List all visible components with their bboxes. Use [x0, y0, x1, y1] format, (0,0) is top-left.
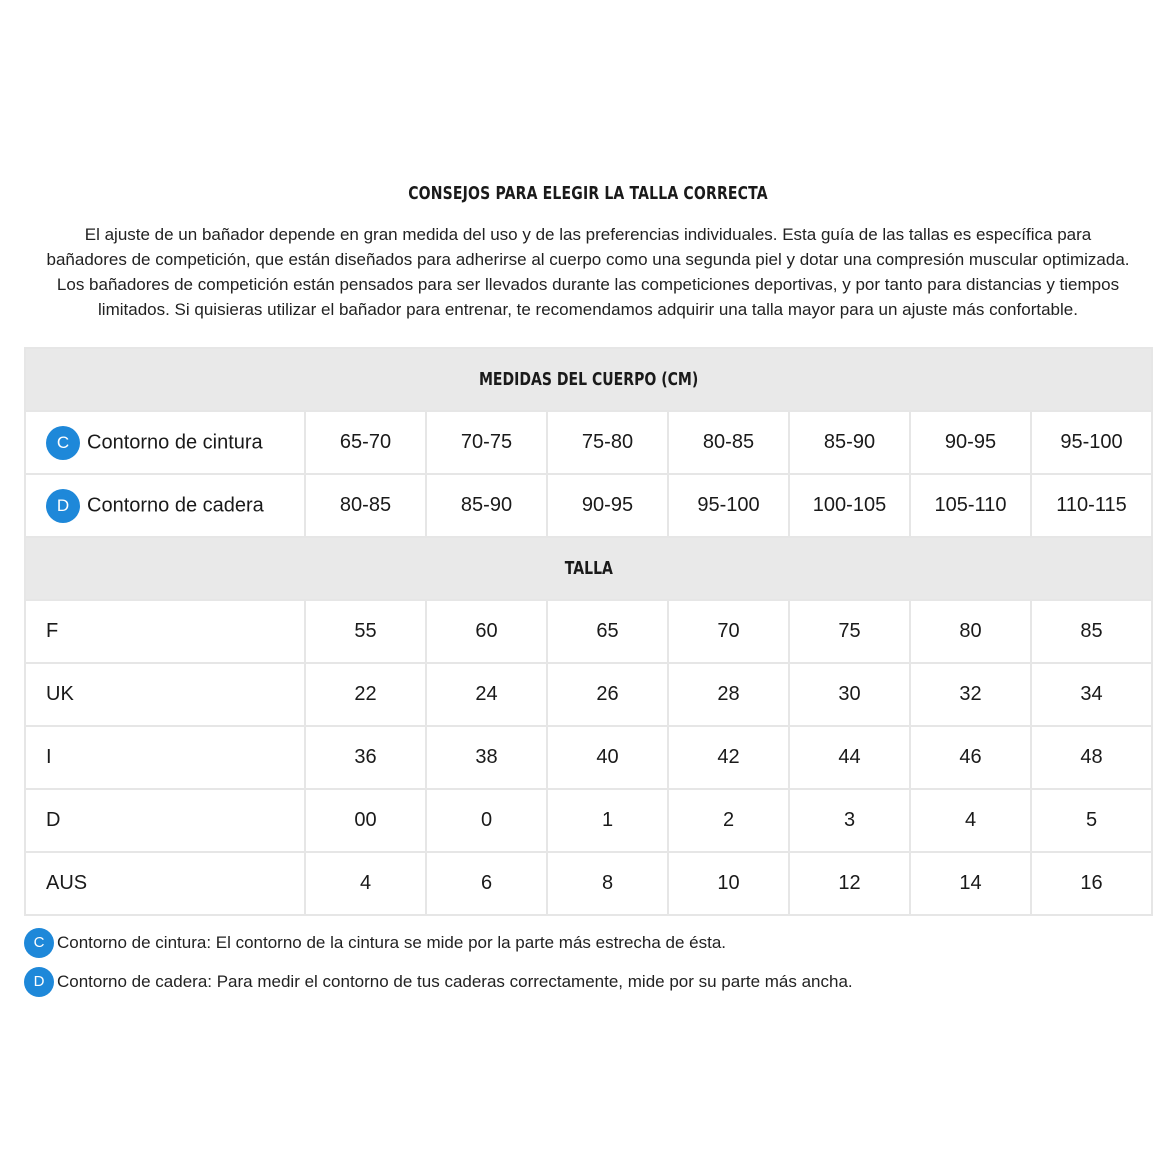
table-cell: 75 [789, 600, 910, 663]
row-label: UK [25, 663, 305, 726]
intro-line: Los bañadores de competición están pensados para ser llevados durante las competiciones deportivas, y por tanto para distancias y tiempos [56, 275, 1120, 294]
size-chart-table [24, 347, 1153, 916]
section-header-body-measurements [25, 348, 1152, 411]
table-cell: 8 [547, 852, 668, 915]
page-title: CONSEJOS PARA ELEGIR LA TALLA CORRECTA [408, 183, 768, 204]
row-label-cell [25, 411, 305, 474]
table-cell: 34 [1031, 663, 1152, 726]
row-label: I [25, 726, 305, 789]
table-cell: 30 [789, 663, 910, 726]
table-row-hip [25, 474, 1152, 537]
intro-line: El ajuste de un bañador depende en gran medida del uso y de las preferencias individuales. Esta guía de las tallas es específica para [84, 225, 1092, 244]
table-cell: 95-100 [668, 474, 789, 537]
table-cell: 38 [426, 726, 547, 789]
table-cell: 40 [547, 726, 668, 789]
table-cell: 90-95 [547, 474, 668, 537]
table-cell: 0 [426, 789, 547, 852]
table-cell: 80 [910, 600, 1031, 663]
table-cell: 90-95 [910, 411, 1031, 474]
table-cell: 2 [668, 789, 789, 852]
table-cell: 65 [547, 600, 668, 663]
table-cell: 105-110 [910, 474, 1031, 537]
row-label-cell [25, 474, 305, 537]
section-title: TALLA [564, 558, 613, 579]
section-title: MEDIDAS DEL CUERPO (CM) [478, 369, 699, 390]
table-cell: 3 [789, 789, 910, 852]
table-cell: 14 [910, 852, 1031, 915]
row-label: Contorno de cintura [87, 431, 263, 453]
table-row-size-f [25, 600, 1152, 663]
table-cell: 48 [1031, 726, 1152, 789]
row-label: D [25, 789, 305, 852]
table-cell: 80-85 [668, 411, 789, 474]
section-header-size [25, 537, 1152, 600]
table-cell: 12 [789, 852, 910, 915]
footnote-text: Contorno de cadera: Para medir el contorno de tus caderas correctamente, mide por su parte más ancha. [57, 972, 853, 991]
table-row-size-d [25, 789, 1152, 852]
table-cell: 44 [789, 726, 910, 789]
table-cell: 110-115 [1031, 474, 1152, 537]
table-cell: 00 [305, 789, 426, 852]
table-cell: 36 [305, 726, 426, 789]
footnote-hip [24, 967, 853, 997]
table-cell: 26 [547, 663, 668, 726]
table-cell: 42 [668, 726, 789, 789]
intro-paragraph [20, 222, 1156, 322]
table-cell: 10 [668, 852, 789, 915]
row-label: AUS [25, 852, 305, 915]
footnote-waist [24, 928, 726, 958]
table-row-size-uk [25, 663, 1152, 726]
hip-badge-icon: D [24, 967, 54, 997]
table-cell: 22 [305, 663, 426, 726]
waist-badge-icon: C [24, 928, 54, 958]
hip-badge-icon: D [46, 489, 80, 523]
table-cell: 5 [1031, 789, 1152, 852]
row-label: Contorno de cadera [87, 494, 264, 516]
table-row-waist [25, 411, 1152, 474]
table-cell: 95-100 [1031, 411, 1152, 474]
waist-badge-icon: C [46, 426, 80, 460]
intro-line: limitados. Si quisieras utilizar el bañador para entrenar, te recomendamos adquirir una talla mayor para un ajuste más confortable. [98, 300, 1078, 319]
table-cell: 16 [1031, 852, 1152, 915]
table-cell: 70 [668, 600, 789, 663]
table-cell: 32 [910, 663, 1031, 726]
table-cell: 4 [305, 852, 426, 915]
table-cell: 1 [547, 789, 668, 852]
table-cell: 65-70 [305, 411, 426, 474]
table-cell: 24 [426, 663, 547, 726]
table-cell: 60 [426, 600, 547, 663]
table-cell: 55 [305, 600, 426, 663]
table-cell: 4 [910, 789, 1031, 852]
table-cell: 75-80 [547, 411, 668, 474]
table-cell: 85-90 [789, 411, 910, 474]
table-cell: 70-75 [426, 411, 547, 474]
table-cell: 85-90 [426, 474, 547, 537]
intro-line: bañadores de competición, que están diseñados para adherirse al cuerpo como una segunda piel y dotar una compresión muscular optimizada. [46, 250, 1130, 269]
footnote-text: Contorno de cintura: El contorno de la cintura se mide por la parte más estrecha de ésta. [57, 933, 727, 952]
table-cell: 85 [1031, 600, 1152, 663]
table-row-size-aus [25, 852, 1152, 915]
table-cell: 46 [910, 726, 1031, 789]
row-label: F [25, 600, 305, 663]
table-row-size-i [25, 726, 1152, 789]
table-cell: 6 [426, 852, 547, 915]
table-cell: 28 [668, 663, 789, 726]
table-cell: 100-105 [789, 474, 910, 537]
table-cell: 80-85 [305, 474, 426, 537]
